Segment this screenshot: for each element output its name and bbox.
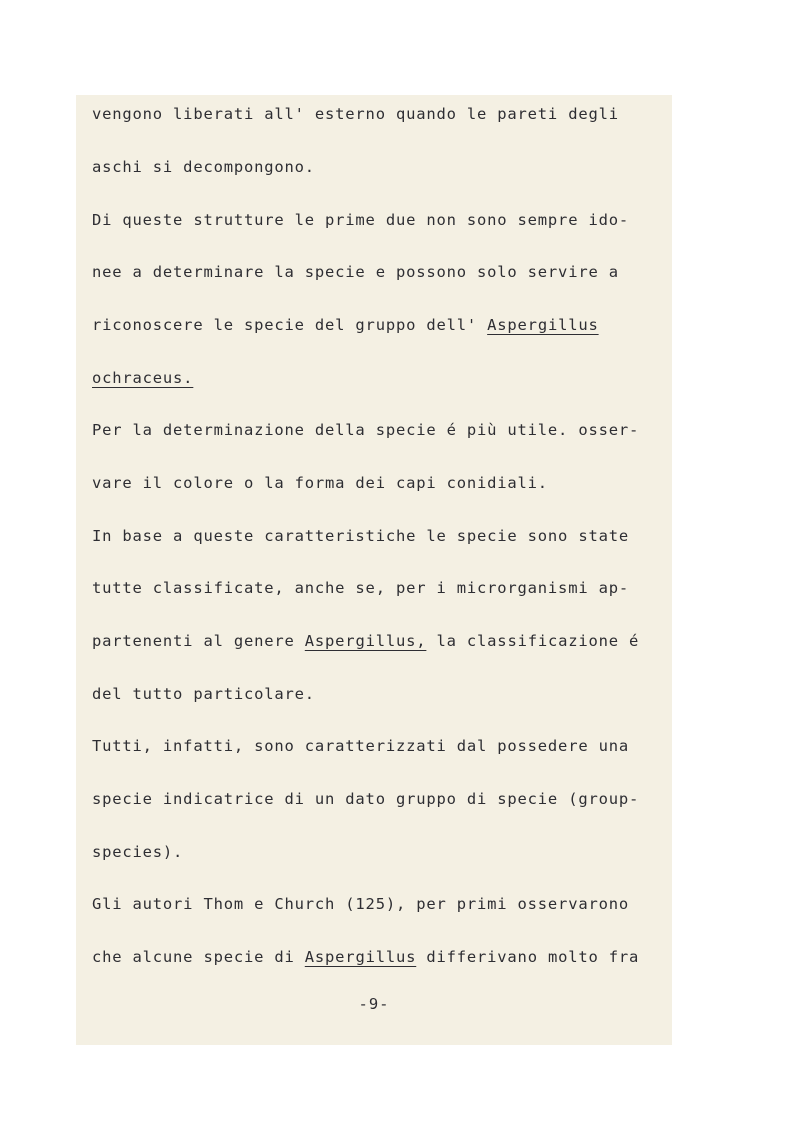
document-page bbox=[76, 95, 672, 1045]
text-line-1: vengono liberati all' esterno quando le pareti degli bbox=[92, 105, 619, 123]
text-line-12: del tutto particolare. bbox=[92, 685, 315, 703]
text-line-4: nee a determinare la specie e possono solo servire a bbox=[92, 263, 619, 281]
text-segment: differivano molto fra bbox=[426, 948, 640, 966]
text-line-15: species). bbox=[92, 843, 184, 861]
underlined-genus-name: Aspergillus bbox=[304, 948, 417, 966]
text-line-9: In base a queste caratteristiche le specie sono state bbox=[92, 527, 629, 545]
page-number: -9- bbox=[358, 995, 390, 1013]
text-line-7: Per la determinazione della specie é più utile. osser- bbox=[92, 421, 640, 439]
underlined-genus-name: Aspergillus bbox=[487, 316, 599, 334]
underlined-species-name: ochraceus. bbox=[92, 369, 194, 387]
text-line-3: Di queste strutture le prime due non sono sempre ido- bbox=[92, 211, 629, 229]
text-line-2: aschi si decompongono. bbox=[92, 158, 315, 176]
text-line-5 bbox=[92, 316, 599, 334]
text-segment: che alcune specie di bbox=[92, 948, 295, 966]
text-line-11 bbox=[92, 632, 639, 650]
text-line-17 bbox=[92, 948, 639, 966]
text-line-13: Tutti, infatti, sono caratterizzati dal possedere una bbox=[92, 737, 629, 755]
underlined-genus-name: Aspergillus, bbox=[304, 632, 427, 650]
text-segment: riconoscere le specie del gruppo dell' bbox=[92, 316, 478, 334]
text-segment: partenenti al genere bbox=[92, 632, 295, 650]
text-line-8: vare il colore o la forma dei capi conidiali. bbox=[92, 474, 548, 492]
text-line-14: specie indicatrice di un dato gruppo di specie (group- bbox=[92, 790, 640, 808]
text-line-16: Gli autori Thom e Church (125), per primi osservarono bbox=[92, 895, 629, 913]
text-segment: la classificazione é bbox=[436, 632, 640, 650]
text-line-10: tutte classificate, anche se, per i microrganismi ap- bbox=[92, 579, 629, 597]
